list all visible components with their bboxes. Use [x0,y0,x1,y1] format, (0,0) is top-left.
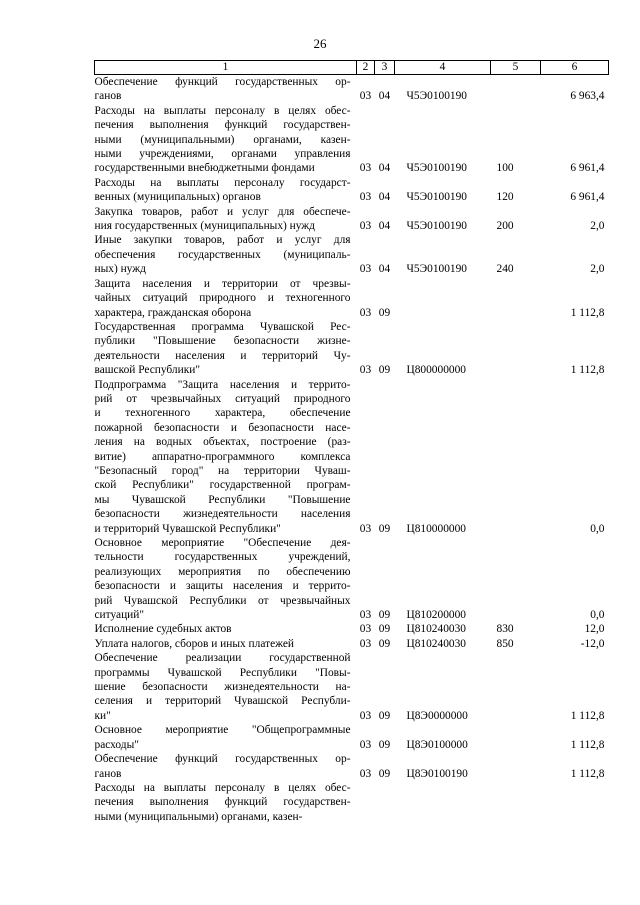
target-article-code: Ч5Э0100190 [406,220,467,233]
row-description [95,104,357,176]
subsection-code: 04 [378,220,391,233]
table-row [95,378,609,536]
description-line: ных) нужд [94,263,146,276]
description-line: государственными внебюджетными фондами [94,162,315,175]
description-line: Расходы на выплаты персоналу в целях обес- [94,104,351,117]
description-line: ния государственных (муниципальных) нужд [94,220,315,233]
subsection-code: 09 [378,623,391,636]
subsection-code: 09 [378,306,391,319]
section-code: 03 [359,609,372,622]
description-line: Обеспечение функций государственных ор- [94,753,351,766]
description-line: венных (муниципальных) органов [94,191,261,204]
description-line: Расходы на выплаты персоналу в целях обес- [94,781,351,794]
amount [541,781,609,824]
expense-type-code: 830 [496,623,514,636]
subsection-code: 09 [378,709,391,722]
description-line: пожарной безопасности и безопасности насе- [94,421,351,434]
expense-type-code: 120 [496,191,514,204]
table-row [95,320,609,378]
description-line: Основное мероприятие "Обеспечение дея- [94,537,351,549]
row-description [95,176,357,205]
section-code: 03 [359,767,372,780]
header-col-4: 4 [395,61,491,75]
description-line: тельности государственных учреждений, [94,551,351,564]
description-line: Основное мероприятие "Общепрограммные [94,724,351,737]
table-row [95,781,609,824]
section-code: 03 [359,220,372,233]
description-line: Обеспечение функций государственных ор- [94,76,351,88]
table-row [95,637,609,651]
row-description [95,320,357,378]
expense-type-code [491,723,541,752]
target-article-code: Ц8Э0000000 [406,709,468,722]
expense-type-code: 100 [496,162,514,175]
description-line: программы Чувашской Республики "Повы- [94,666,351,679]
amount: 6 963,4 [570,90,605,103]
row-description [95,277,357,320]
row-description [95,536,357,622]
section-code: 03 [359,306,372,319]
row-description [95,205,357,234]
expense-type-code: 200 [496,220,514,233]
description-line: ганов [94,767,122,780]
expense-type-code [491,277,541,320]
amount: -12,0 [580,637,605,650]
subsection-code: 09 [378,637,391,650]
description-line: печения выполнения функций государствен- [94,796,351,809]
description-line: Государственная программа Чувашской Рес- [94,320,351,333]
description-line: вашской Республики" [94,364,200,377]
target-article-code: Ц810240030 [406,637,466,650]
description-line: Защита населения и территории от чрезвы- [94,277,351,290]
subsection-code: 04 [378,90,391,103]
section-code: 03 [359,90,372,103]
target-article-code: Ц810240030 [406,623,466,636]
section-code: 03 [359,637,372,650]
subsection-code: 09 [378,522,391,535]
expense-type-code: 240 [496,263,514,276]
description-line: Иные закупки товаров, работ и услуг для [94,234,351,247]
expense-type-code [491,651,541,723]
description-line: рий от чрезвычайных ситуаций природного [94,392,351,405]
row-description [95,378,357,536]
row-description [95,637,357,651]
amount: 1 112,8 [570,364,605,377]
target-article-code: Ч5Э0100190 [406,162,467,175]
header-col-5: 5 [491,61,541,75]
expense-type-code [491,75,541,104]
description-line: печения выполнения функций государствен- [94,119,351,132]
table-header-row [95,61,609,75]
description-line: Подпрограмма "Защита населения и террито- [94,378,351,391]
description-line: публики "Повышение безопасности жизне- [94,335,351,348]
description-line: Расходы на выплаты персоналу государст- [94,176,351,189]
row-description [95,781,357,824]
amount: 6 961,4 [570,162,605,175]
target-article-code: Ч5Э0100190 [406,263,467,276]
table-row [95,622,609,636]
amount: 1 112,8 [570,767,605,780]
description-line: шение безопасности жизнедеятельности на- [94,681,351,694]
row-description [95,651,357,723]
description-line: "Безопасный город" на территории Чуваш- [94,464,351,477]
section-code: 03 [359,191,372,204]
expense-type-code [491,781,541,824]
page-number: 26 [313,36,327,51]
table-row [95,651,609,723]
table-row [95,75,609,104]
amount: 1 112,8 [570,738,605,751]
description-line: характера, гражданская оборона [94,306,252,319]
subsection-code [375,781,395,824]
table-row [95,752,609,781]
description-line: селения и территорий Чувашской Республи- [94,695,351,708]
amount: 2,0 [590,220,605,233]
description-line: чайных ситуаций природного и техногенного [94,292,351,305]
description-line: мы Чувашской Республики "Повышение [94,493,351,506]
table-body [95,75,609,825]
amount: 0,0 [590,522,605,535]
description-line: Исполнение судебных актов [94,623,232,636]
target-article-code: Ч5Э0100190 [406,191,467,204]
table-row [95,176,609,205]
section-code: 03 [359,738,372,751]
description-line: рий Чувашской Республики от чрезвычайных [94,594,351,607]
description-line: безопасности жизнедеятельности населения [94,508,351,521]
amount: 1 112,8 [570,306,605,319]
subsection-code: 09 [378,738,391,751]
row-description [95,75,357,104]
target-article-code: Ц810200000 [406,609,466,622]
description-line: ки" [94,709,111,722]
budget-table [94,60,609,824]
subsection-code: 09 [378,767,391,780]
subsection-code: 04 [378,191,391,204]
description-line: ской Республики" государственной програм- [94,479,351,492]
description-line: расходы" [94,738,139,751]
table-row [95,104,609,176]
table-row [95,205,609,234]
description-line: и техногенного характера, обеспечение [94,407,351,420]
row-description [95,752,357,781]
table-row [95,277,609,320]
description-line: ными (муниципальными) органами, казен- [94,133,351,146]
header-col-6: 6 [541,61,609,75]
target-article-code: Ц8Э0100190 [406,767,468,780]
row-description [95,723,357,752]
table-row [95,723,609,752]
amount: 0,0 [590,609,605,622]
expense-type-code [491,536,541,622]
description-line: Обеспечение реализации государственной [94,652,351,665]
target-article-code [395,781,491,824]
header-col-3: 3 [375,61,395,75]
description-line: ления на водных объектах, построение (раз- [94,436,351,449]
description-line: деятельности населения и территорий Чу- [94,349,351,362]
target-article-code: Ч5Э0100190 [406,90,467,103]
expense-type-code [491,320,541,378]
description-line: реализующих мероприятия по обеспечению [94,565,351,578]
description-line: ными учреждениями, органами управления [94,148,351,161]
amount: 2,0 [590,263,605,276]
section-code: 03 [359,709,372,722]
description-line: витие) аппаратно-программного комплекса [94,450,351,463]
target-article-code [395,277,491,320]
table-row [95,536,609,622]
description-line: ными (муниципальными) органами, казен- [94,810,303,823]
target-article-code: Ц800000000 [406,364,466,377]
description-line: ганов [94,90,122,103]
expense-type-code: 850 [496,637,514,650]
subsection-code: 04 [378,162,391,175]
section-code: 03 [359,162,372,175]
expense-type-code [491,378,541,536]
subsection-code: 09 [378,364,391,377]
description-line: Закупка товаров, работ и услуг для обеспече- [94,205,351,218]
header-col-2: 2 [357,61,375,75]
section-code [357,781,375,824]
section-code: 03 [359,623,372,636]
target-article-code: Ц810000000 [406,522,466,535]
description-line: Уплата налогов, сборов и иных платежей [94,637,294,650]
section-code: 03 [359,522,372,535]
expense-type-code [491,752,541,781]
row-description [95,622,357,636]
target-article-code: Ц8Э0100000 [406,738,468,751]
amount: 6 961,4 [570,191,605,204]
section-code: 03 [359,263,372,276]
description-line: безопасности и защиты населения и террито- [94,580,351,593]
section-code: 03 [359,364,372,377]
subsection-code: 04 [378,263,391,276]
header-col-1: 1 [95,61,357,75]
description-line: ситуаций" [94,609,145,622]
table-row [95,233,609,276]
row-description [95,233,357,276]
description-line: и территорий Чувашской Республики" [94,522,281,535]
subsection-code: 09 [378,609,391,622]
description-line: обеспечения государственных (муниципаль- [94,248,351,261]
amount: 1 112,8 [570,709,605,722]
amount: 12,0 [584,623,605,636]
